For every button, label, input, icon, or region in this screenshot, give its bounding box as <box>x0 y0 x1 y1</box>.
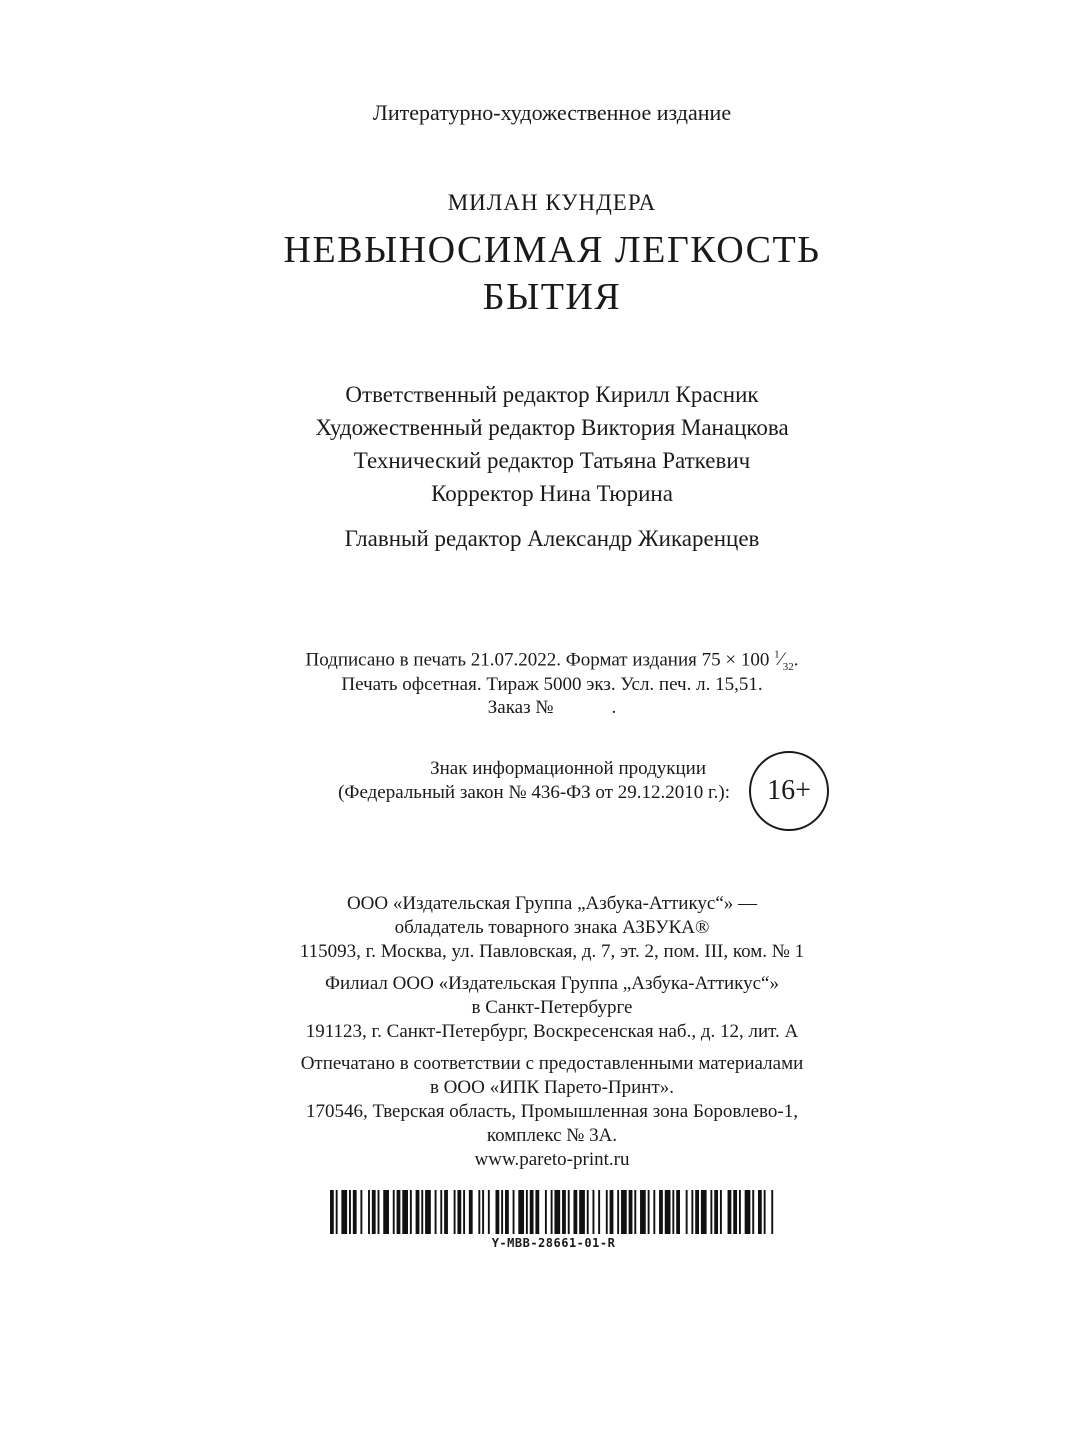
info-sign-label: Знак информационной продукции <box>430 758 706 779</box>
barcode-bar <box>518 1190 524 1234</box>
signed-to-print <box>0 649 1080 673</box>
barcode-bar <box>410 1190 412 1234</box>
publisher-line: обладатель товарного знака АЗБУКА® <box>394 917 710 938</box>
barcode-bar <box>758 1190 762 1234</box>
proofreader: Корректор Нина Тюрина <box>431 481 673 506</box>
barcode-bar <box>598 1190 600 1234</box>
barcode-bar <box>745 1190 751 1234</box>
barcode-bar <box>728 1190 732 1234</box>
signed-prefix: Подписано в печать 21.07.2022. Формат издания 75 × 100 <box>305 649 775 671</box>
barcode-bar <box>733 1190 737 1234</box>
barcode-bar <box>440 1190 442 1234</box>
barcode-bar <box>739 1190 741 1234</box>
barcode-bar <box>482 1190 484 1234</box>
barcode-bar <box>478 1190 480 1234</box>
barcode-bar <box>551 1190 553 1234</box>
barcode-bar <box>463 1190 465 1234</box>
barcode-bar <box>653 1190 655 1234</box>
barcode-bar <box>402 1190 408 1234</box>
barcode-bar <box>764 1190 766 1234</box>
barcode-bar <box>714 1190 718 1234</box>
barcode-bar <box>368 1190 370 1234</box>
barcode-bar <box>640 1190 646 1234</box>
barcode-text: Y-MBB-28661-01-R <box>491 1236 616 1250</box>
publisher-address: 115093, г. Москва, ул. Павловская, д. 7, эт. 2, пом. III, ком. № 1 <box>299 941 805 962</box>
signed-suffix: . <box>793 649 799 671</box>
barcode-bar <box>397 1190 401 1234</box>
barcode-bar <box>526 1190 528 1234</box>
barcode-bar <box>648 1190 650 1234</box>
barcode-bar <box>610 1190 614 1234</box>
barcode-bar <box>621 1190 627 1234</box>
branch-address: 191123, г. Санкт-Петербург, Воскресенская наб., д. 12, лит. А <box>305 1021 799 1042</box>
barcode-bar <box>695 1190 699 1234</box>
book-title-line2: БЫТИЯ <box>482 276 622 318</box>
printer-website[interactable]: www.pareto-print.ru <box>474 1149 630 1170</box>
barcode-bar <box>454 1190 456 1234</box>
barcode-bar <box>606 1190 608 1234</box>
barcode-bar <box>573 1190 577 1234</box>
format-fraction: $^1⁄_{32}$ <box>774 649 794 674</box>
barcode-bar <box>752 1190 754 1234</box>
barcode-bar <box>416 1190 420 1234</box>
print-run: Печать офсетная. Тираж 5000 экз. Усл. печ. л. 15,51. <box>341 674 763 695</box>
barcode-bar <box>336 1190 338 1234</box>
chief-editor: Главный редактор Александр Жикаренцев <box>344 526 760 551</box>
barcode-bar <box>710 1190 712 1234</box>
barcode-bar <box>587 1190 589 1234</box>
printer-line: Отпечатано в соответствии с предоставленными материалами <box>300 1053 804 1074</box>
barcode-bar <box>372 1190 376 1234</box>
barcode-bar <box>665 1190 671 1234</box>
barcode-bar <box>545 1190 547 1234</box>
barcode-bar <box>686 1190 688 1234</box>
barcode-bar <box>360 1190 362 1234</box>
fraction-numerator: 1 <box>774 649 780 661</box>
printer-line: в ООО «ИПК Парето-Принт». <box>429 1077 675 1098</box>
barcode-bar <box>530 1190 534 1234</box>
barcode-bar <box>383 1190 389 1234</box>
barcode-bar <box>701 1190 707 1234</box>
barcode-bar <box>378 1190 380 1234</box>
branch-line: Филиал ООО «Издательская Группа „Азбука-Аттикус“» <box>325 973 779 994</box>
barcode-bar <box>562 1190 566 1234</box>
author-name: МИЛАН КУНДЕРА <box>447 190 657 215</box>
order-number <box>0 697 1080 719</box>
printer-address: 170546, Тверская область, Промышленная зона Боровлево-1, <box>306 1101 798 1122</box>
fraction-denominator: 32 <box>782 661 794 674</box>
branch-line: в Санкт-Петербурге <box>471 997 633 1018</box>
barcode-bar <box>469 1190 473 1234</box>
barcode-bar <box>659 1190 663 1234</box>
barcode-bar <box>330 1190 334 1234</box>
barcode-bar <box>579 1190 585 1234</box>
art-editor: Художественный редактор Виктория Манацкова <box>315 415 789 440</box>
barcode-bar <box>353 1190 357 1234</box>
barcode-bar <box>513 1190 515 1234</box>
barcode-bar <box>672 1190 674 1234</box>
barcode-bar <box>535 1190 539 1234</box>
barcode-bar <box>421 1190 423 1234</box>
book-title-line1: НЕВЫНОСИМАЯ ЛЕГКОСТЬ <box>283 229 821 271</box>
barcode-bar <box>554 1190 560 1234</box>
responsible-editor: Ответственный редактор Кирилл Красник <box>345 382 759 407</box>
barcode-bar <box>634 1190 636 1234</box>
order-end: . <box>611 697 617 718</box>
barcode-bar <box>495 1190 499 1234</box>
barcode-bar <box>691 1190 693 1234</box>
printer-address: комплекс № 3А. <box>486 1125 618 1146</box>
info-sign-law: (Федеральный закон № 436-ФЗ от 29.12.2010 г.): <box>338 782 730 803</box>
order-label: Заказ № <box>487 697 554 718</box>
barcode-bar <box>568 1190 570 1234</box>
barcode-bar <box>501 1190 503 1234</box>
barcode-bar <box>425 1190 431 1234</box>
barcode-bar <box>720 1190 722 1234</box>
barcode-bar <box>444 1190 448 1234</box>
barcode-bar <box>488 1190 490 1234</box>
barcode-bar <box>457 1190 461 1234</box>
barcode-bar <box>341 1190 347 1234</box>
barcode-bar <box>435 1190 437 1234</box>
barcode-bar <box>393 1190 395 1234</box>
barcode-bar <box>629 1190 633 1234</box>
barcode-bar <box>349 1190 351 1234</box>
barcode-bar <box>771 1190 773 1234</box>
barcode-icon <box>330 1190 777 1234</box>
barcode-bar <box>592 1190 594 1234</box>
barcode-bar <box>617 1190 619 1234</box>
barcode-bar <box>505 1190 509 1234</box>
publisher-line: ООО «Издательская Группа „Азбука-Аттикус“» — <box>346 893 758 914</box>
tech-editor: Технический редактор Татьяна Раткевич <box>353 448 751 473</box>
barcode-bar <box>676 1190 680 1234</box>
edition-type: Литературно-художественное издание <box>372 100 732 125</box>
age-rating-badge: 16+ <box>749 751 829 831</box>
